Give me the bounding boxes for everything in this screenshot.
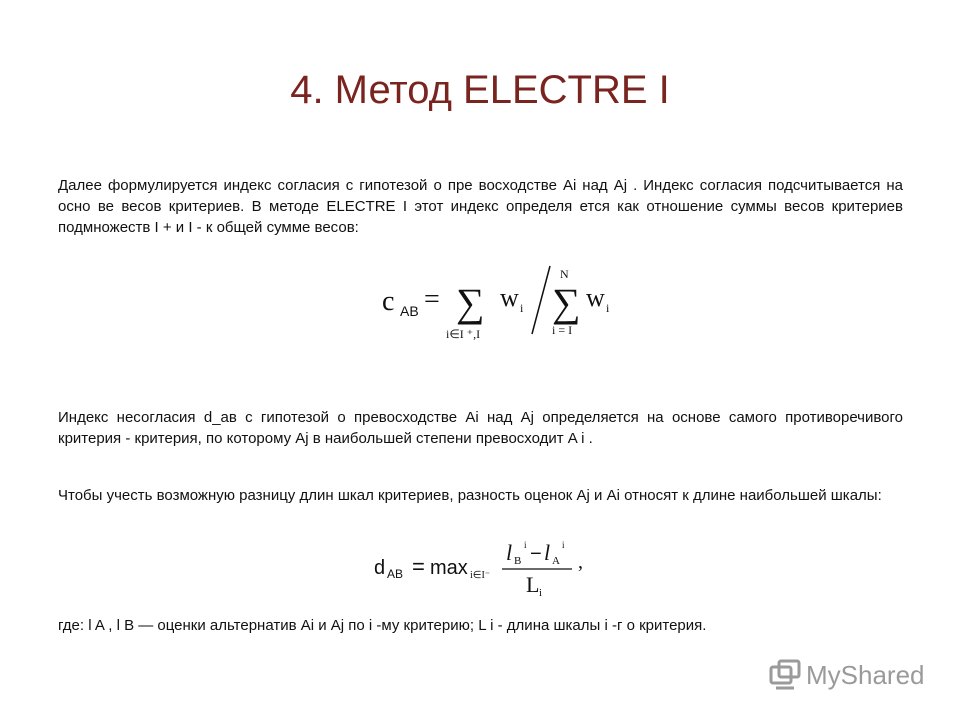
paragraph-concordance-intro: Далее формулируется индекс согласия с гипотезой о пре восходстве Ai над Aj . Индекс согласия подсчитывается на осно ве весов критериев. В методе ELECTRE I этот индекс определя ется как отношение суммы весов критериев подмножеств I + и I - к общей сумме весов:: [58, 177, 903, 236]
watermark: [768, 658, 938, 692]
f2-num-b-sup: i: [562, 540, 565, 550]
watermark-text: MyShared: [806, 660, 925, 690]
f2-den-sub: i: [539, 587, 543, 599]
f1-num-term: w: [500, 283, 519, 312]
f1-lhs-sub: AB: [400, 303, 419, 319]
paragraph-discordance-index: Индекс несогласия d_ав с гипотезой о превосходстве Ai над Aj определяется на основе самого противоречивого критерия - критерия, по которому Aj в наибольшей степени превосходит A i .: [58, 409, 903, 447]
f1-den-term: w: [586, 283, 605, 312]
concordance-formula: [380, 262, 620, 344]
f2-num-b: l: [544, 540, 551, 565]
f2-num-a: l: [506, 540, 513, 565]
f1-lhs: c: [382, 286, 395, 317]
f1-den-sub: i: [606, 301, 610, 315]
f2-num-a-sub: B: [514, 555, 522, 567]
f2-max: max: [430, 557, 468, 579]
f1-num-sub: i: [520, 301, 524, 315]
paragraph-scale-normalization: Чтобы учесть возможную разницу длин шкал критериев, разность оценок Aj и Ai относят к длине наибольшей шкалы:: [58, 487, 882, 504]
f1-slash: [532, 266, 550, 334]
f2-max-sub: i∈I⁻: [470, 570, 491, 581]
f2-minus: −: [530, 543, 542, 565]
f1-sum2: ∑: [552, 280, 581, 325]
slide-title: 4. Метод ELECTRE I: [290, 68, 670, 112]
f2-num-b-sub: A: [552, 555, 560, 567]
f2-lhs-sub: AB: [387, 567, 404, 581]
f1-den-upper: N: [560, 267, 569, 281]
f2-lhs: d: [374, 557, 386, 579]
paragraph-notation: где: l A , l B — оценки альтернатив Ai и Aj по i -му критерию; L i - длина шкалы i -г о критерия.: [58, 617, 707, 634]
watermark-logo-icon: [768, 658, 802, 692]
f1-eq: =: [424, 284, 440, 315]
f2-num-a-sup: i: [524, 540, 527, 550]
f1-den-range: i = I: [552, 323, 573, 337]
discordance-formula: [372, 538, 592, 600]
f1-num-range: i∈I ⁺,I: [446, 327, 481, 341]
f2-eq: =: [412, 554, 425, 579]
f1-sum1: ∑: [456, 280, 485, 325]
f2-trail: ,: [578, 551, 583, 573]
f2-den: L: [526, 572, 540, 597]
